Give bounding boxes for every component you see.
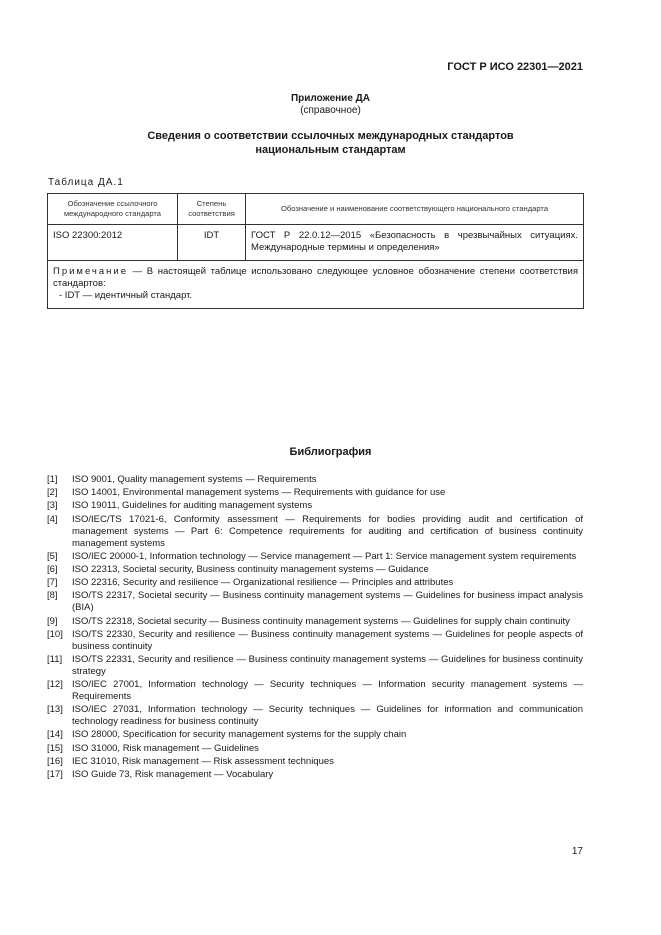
bib-number: [2] — [47, 487, 58, 499]
table-header-row — [48, 194, 584, 225]
list-item — [47, 769, 583, 781]
degree-cell: IDT — [178, 225, 246, 261]
document-code: ГОСТ Р ИСО 22301—2021 — [447, 61, 583, 73]
annex-heading-line: Сведения о соответствии ссылочных международных стандартов — [147, 130, 514, 142]
bib-number: [4] — [47, 513, 58, 525]
list-item — [47, 704, 583, 728]
list-item — [47, 590, 583, 614]
list-item — [47, 654, 583, 678]
national-standard-cell: ГОСТ Р 22.0.12—2015 «Безопасность в чрезвычайных ситуациях. Международные термины и определения» — [246, 225, 584, 261]
annex-subtitle: (справочное) — [300, 105, 361, 116]
bib-text: ISO 31000, Risk management — Guidelines — [72, 742, 259, 754]
bib-number: [6] — [47, 563, 58, 575]
table-note-row — [48, 261, 584, 309]
list-item — [47, 500, 583, 512]
list-item — [47, 474, 583, 486]
bib-text: ISO 28000, Specification for security management systems for the supply chain — [72, 729, 407, 741]
bib-number: [9] — [47, 615, 58, 627]
list-item — [47, 743, 583, 755]
list-item — [47, 514, 583, 550]
bib-number: [12] — [47, 679, 63, 691]
list-item — [47, 729, 583, 741]
list-item — [47, 487, 583, 499]
list-item — [47, 679, 583, 703]
bib-text: ISO/IEC 27031, Information technology — Security techniques — Guidelines for information and communication technology readiness for business continuity — [72, 704, 583, 728]
bib-number: [13] — [47, 704, 63, 716]
bib-number: [10] — [47, 628, 63, 640]
column-header: Обозначение ссылочного международного стандарта — [48, 194, 178, 225]
bib-text: ISO 9001, Quality management systems — Requirements — [72, 474, 317, 485]
bib-text: ISO/IEC 20000-1, Information technology — Service management — Part 1: Service management system requirements — [72, 550, 577, 562]
page-number: 17 — [571, 846, 583, 857]
annex-title: Приложение ДА — [290, 93, 371, 104]
bib-text: ISO 22316, Security and resilience — Organizational resilience — Principles and attributes — [72, 577, 454, 589]
list-item — [47, 577, 583, 589]
bib-number: [3] — [47, 500, 58, 512]
bib-number: [15] — [47, 742, 63, 754]
list-item — [47, 564, 583, 576]
bib-number: [7] — [47, 577, 58, 589]
bib-text: ISO 22313, Societal security, Business continuity management systems — Guidance — [72, 563, 429, 575]
bib-number: [1] — [47, 474, 58, 485]
list-item — [47, 629, 583, 653]
bib-number: [11] — [47, 653, 63, 665]
bib-text: ISO/TS 22317, Societal security — Business continuity management systems — Guidelines for business impact analysis (BIA) — [72, 590, 583, 614]
bib-text: ISO/IEC 27001, Information technology — Security techniques — Information security management systems — Requirements — [72, 679, 583, 703]
table-row — [48, 225, 584, 261]
bib-text: ISO/TS 22330, Security and resilience — Business continuity management systems — Guidelines for people aspects of business continuity — [72, 628, 583, 652]
bib-number: [14] — [47, 729, 63, 741]
bibliography-title: Библиография — [289, 446, 372, 458]
bib-number: [5] — [47, 550, 58, 562]
bib-number: [17] — [47, 769, 63, 780]
bib-text: ISO 14001, Environmental management systems — Requirements with guidance for use — [72, 487, 446, 499]
bibliography-list — [47, 474, 583, 782]
table-note — [48, 261, 584, 309]
annex-heading-line: национальным стандартам — [255, 144, 406, 156]
list-item — [47, 551, 583, 563]
list-item — [47, 616, 583, 628]
bib-text: ISO/TS 22318, Societal security — Business continuity management systems — Guidelines for supply chain continuity — [72, 615, 570, 627]
annex-heading — [0, 129, 661, 157]
bib-text: ISO Guide 73, Risk management — Vocabulary — [72, 769, 274, 780]
note-item: - IDT — идентичный стандарт. — [59, 290, 193, 301]
column-header: Обозначение и наименование соответствующего национального стандарта — [246, 194, 584, 225]
list-item — [47, 756, 583, 768]
reference-standard-cell: ISO 22300:2012 — [48, 225, 178, 261]
bib-text: ISO 19011, Guidelines for auditing management systems — [72, 500, 313, 512]
bib-number: [8] — [47, 590, 58, 602]
bib-number: [16] — [47, 755, 63, 767]
correspondence-table — [47, 193, 584, 309]
note-body: — В настоящей таблице использовано следующее условное обозначение степени соответствия стандартов: — [53, 266, 578, 289]
column-header: Степень соответствия — [178, 194, 246, 225]
note-text — [53, 266, 578, 290]
note-label: Примечание — [53, 266, 128, 277]
bib-text: IEC 31010, Risk management — Risk assessment techniques — [72, 755, 334, 767]
bib-text: ISO/TS 22331, Security and resilience — Business continuity management systems — Guidelines for business continuity strategy — [72, 653, 583, 677]
table-label: Таблица ДА.1 — [48, 177, 124, 188]
bib-text: ISO/IEC/TS 17021-6, Conformity assessment — Requirements for bodies providing audit and certification of management systems — Part 6: Competence requirements for auditing and certification of business continuity management systems — [72, 513, 583, 549]
